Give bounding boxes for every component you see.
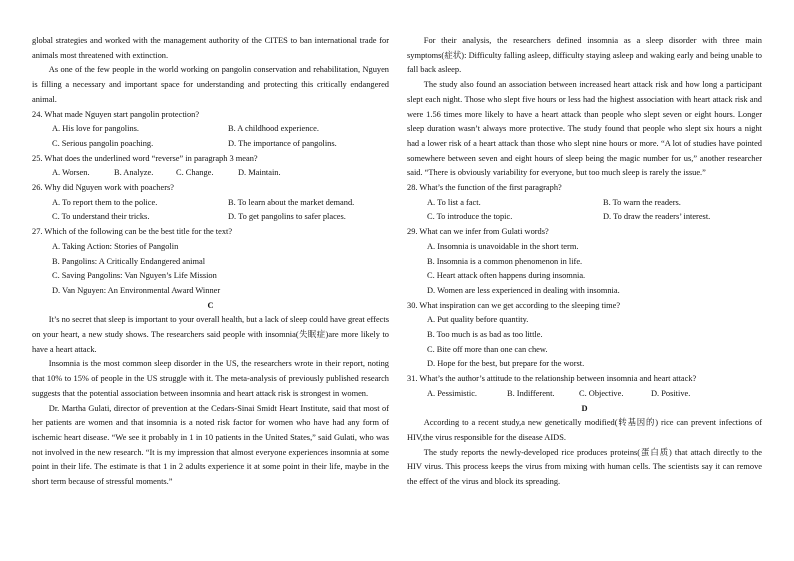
option: A. Worsen. bbox=[52, 168, 90, 178]
option: A. To list a fact. bbox=[427, 197, 481, 207]
option: C. Bite off more than one can chew. bbox=[427, 344, 548, 354]
option: D. Maintain. bbox=[238, 168, 281, 178]
question-31: 31. What’s the author’s attitude to the relationship between insomnia and heart attack? bbox=[407, 374, 697, 384]
question-28-options bbox=[407, 196, 762, 225]
option: B. Pangolins: A Critically Endangered animal bbox=[52, 256, 206, 266]
option: B. To warn the readers. bbox=[603, 197, 681, 207]
option: A. Pessimistic. bbox=[427, 388, 478, 398]
option: D. Positive. bbox=[651, 388, 691, 398]
question-29-options bbox=[407, 240, 762, 299]
paragraph: Dr. Martha Gulati, director of prevention at the Cedars-Sinai Smidt Heart Institute, said that most of her patients are women and that insomnia is a noted risk factor for women who have had any form of ischemic heart disease. “We see it probably in 1 in 10 patients in the United States,” said Gulati, who was not involved in the new research. “It is my impression that almost everyone experiences insomnia at some point in their life. The estimate is that 1 in 2 adults experience it at some point in their life, maybe in the short term because of stressful moments.” bbox=[32, 403, 389, 487]
question-24-options bbox=[32, 122, 389, 151]
option: C. Heart attack often happens during insomnia. bbox=[427, 271, 586, 281]
section-heading: C bbox=[207, 300, 214, 310]
question-24: 24. What made Nguyen start pangolin protection? bbox=[32, 109, 200, 119]
question-31-options bbox=[407, 387, 762, 402]
option: B. Insomnia is a common phenomenon in life. bbox=[427, 256, 583, 266]
option: C. To understand their tricks. bbox=[52, 212, 150, 222]
question-27-options bbox=[32, 240, 389, 299]
option: B. To learn about the market demand. bbox=[228, 197, 355, 207]
question-26-options bbox=[32, 196, 389, 225]
option: D. Women are less experienced in dealing with insomnia. bbox=[427, 285, 620, 295]
section-heading: D bbox=[581, 403, 588, 413]
question-29: 29. What can we infer from Gulati words? bbox=[407, 227, 549, 237]
option: D. Van Nguyen: An Environmental Award Winner bbox=[52, 285, 221, 295]
option: D. To get pangolins to safer places. bbox=[228, 212, 346, 222]
right-column bbox=[407, 34, 762, 490]
option: C. Objective. bbox=[579, 388, 624, 398]
question-26: 26. Why did Nguyen work with poachers? bbox=[32, 183, 174, 193]
option: D. Hope for the best, but prepare for the worst. bbox=[427, 359, 585, 369]
option: A. Put quality before quantity. bbox=[427, 315, 529, 325]
option: A. His love for pangolins. bbox=[52, 124, 139, 134]
option: C. Serious pangolin poaching. bbox=[52, 138, 154, 148]
option: B. A childhood experience. bbox=[228, 124, 319, 134]
left-column bbox=[32, 34, 389, 490]
question-28: 28. What’s the function of the first paragraph? bbox=[407, 183, 562, 193]
question-25: 25. What does the underlined word “reverse” in paragraph 3 mean? bbox=[32, 153, 258, 163]
option: C. Saving Pangolins: Van Nguyen’s Life Mission bbox=[52, 271, 217, 281]
paragraph: global strategies and worked with the management authority of the CITES to ban international trade for animals most threatened with extinction. bbox=[32, 36, 389, 60]
option: B. Too much is as bad as too little. bbox=[427, 330, 543, 340]
question-27: 27. Which of the following can be the best title for the text? bbox=[32, 227, 233, 237]
paragraph: As one of the few people in the world working on pangolin conservation and rehabilitation, Nguyen is filling a necessary and important space for understanding and protecting this critically endangered animal. bbox=[32, 65, 389, 104]
option: C. To introduce the topic. bbox=[427, 212, 513, 222]
option: B. Analyze. bbox=[114, 168, 154, 178]
option: C. Change. bbox=[176, 168, 214, 178]
option: D. To draw the readers’ interest. bbox=[603, 212, 711, 222]
option: D. The importance of pangolins. bbox=[228, 138, 337, 148]
paragraph: According to a recent study,a new genetically modified(转基因的) rice can prevent infections of HIV,the virus responsible for the disease AIDS. bbox=[407, 418, 762, 442]
paragraph: It’s no secret that sleep is important to your overall health, but a lack of sleep could have great effects on your heart, a new study shows. The researchers said people with insomnia(失眠症)are more likely to have a heart attack. bbox=[32, 315, 389, 354]
question-25-options bbox=[32, 166, 389, 181]
paragraph: The study reports the newly-developed rice produces proteins(蛋白质) that attach directly to the HIV virus. This process keeps the virus from mixing with human cells. The scientists say it can remove the effect of the virus and block its spreading. bbox=[407, 447, 762, 487]
option: A. To report them to the police. bbox=[52, 197, 158, 207]
option: B. Indifferent. bbox=[507, 388, 555, 398]
question-30: 30. What inspiration can we get according to the sleeping time? bbox=[407, 300, 621, 310]
paragraph: Insomnia is the most common sleep disorder in the US, the researchers wrote in their report, noting that 10% to 15% of people in the US struggle with it. The meta-analysis of previously published research suggests that the potential association between insomnia and heart attack risk is strongest in women. bbox=[32, 359, 389, 398]
option: A. Taking Action: Stories of Pangolin bbox=[52, 241, 179, 251]
paragraph: For their analysis, the researchers defined insomnia as a sleep disorder with three main symptoms(症状): Difficulty falling asleep, difficulty staying asleep and waking early and being unable to fall back asleep. bbox=[407, 36, 762, 75]
option: A. Insomnia is unavoidable in the short term. bbox=[427, 241, 579, 251]
paragraph: The study also found an association between increased heart attack risk and how long a participant slept each night. Those who slept five hours or less had the highest association with heart attack risk and were 1.56 times more likely to have a heart attack than people who slept seven or eight hours. Longer sleep duration wasn’t always more protective. The study found that people who slept six hours a night had a lower risk of a heart attack than those who slept nine hours or more. “A lot of studies have pointed somewhere between seven and eight hours of sleep being the magic number for us,” another researcher said. “There is obviously variability for everyone, but too much sleep is rarely the issue.” bbox=[407, 80, 762, 178]
question-30-options bbox=[407, 313, 762, 372]
